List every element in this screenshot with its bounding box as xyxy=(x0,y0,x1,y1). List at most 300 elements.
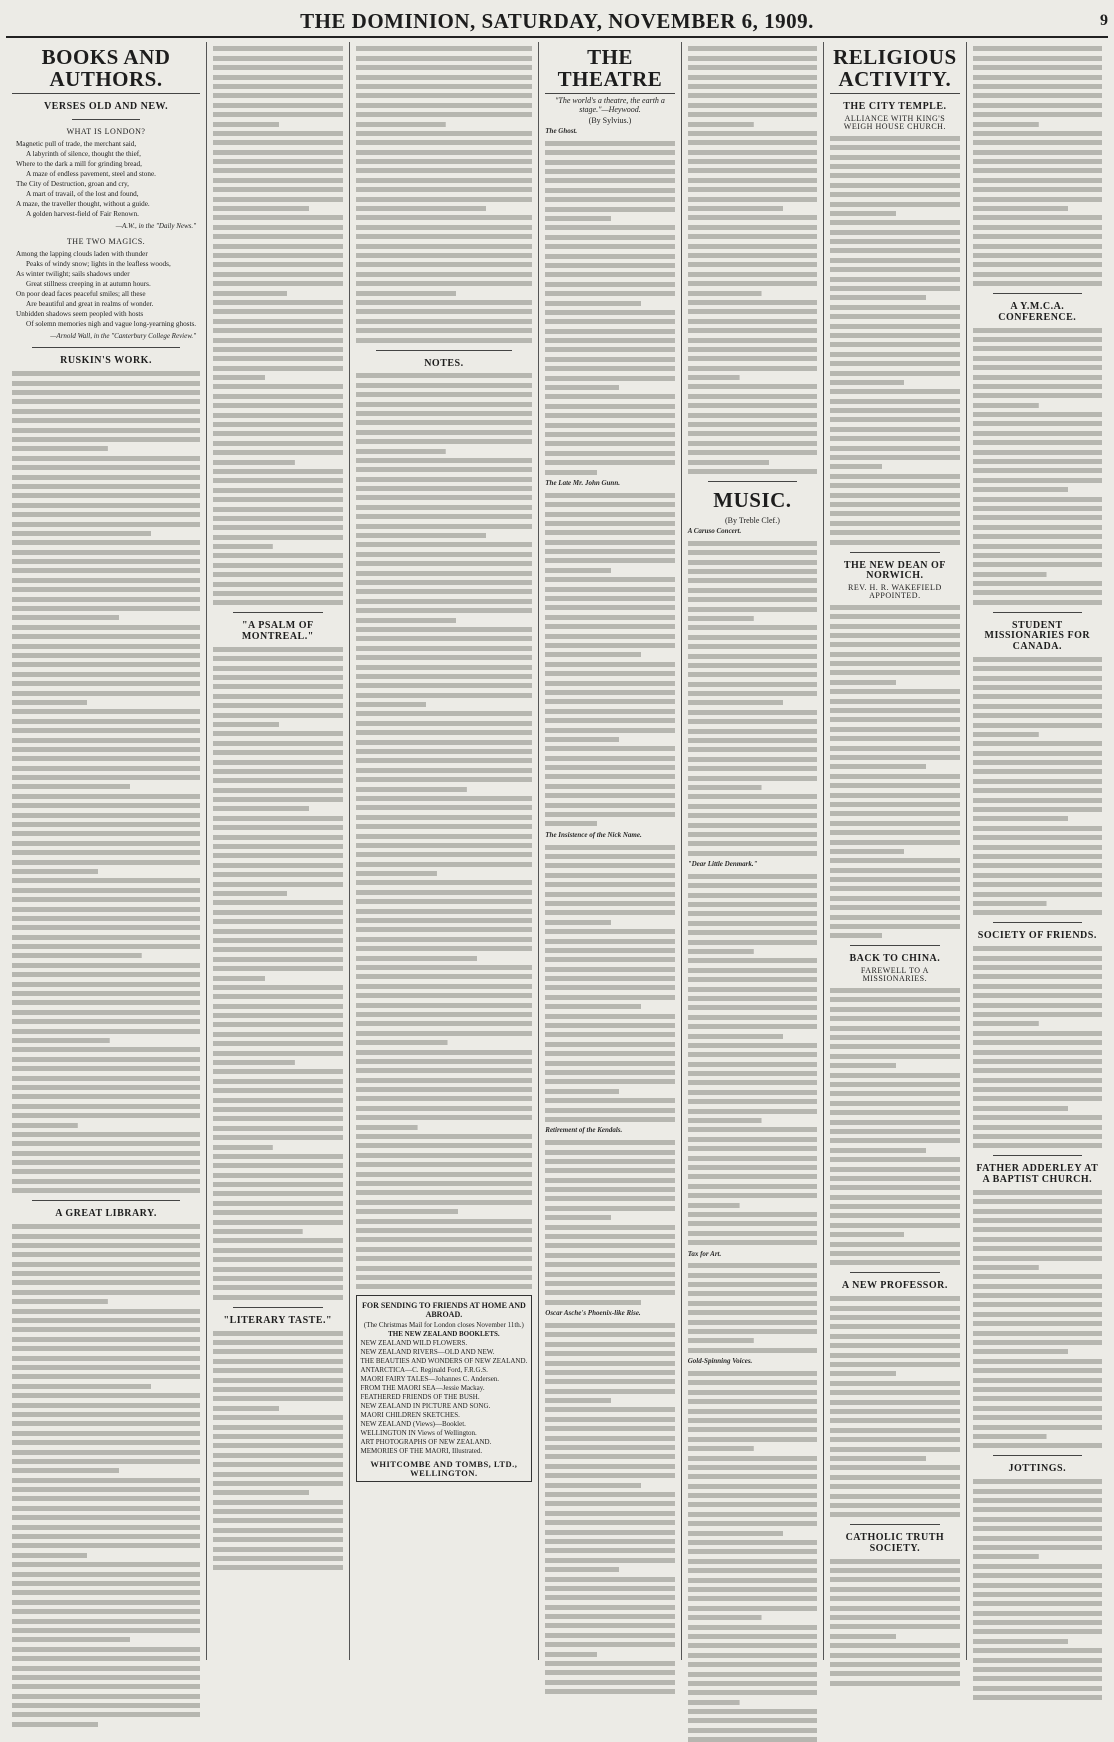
text-line-placeholder xyxy=(213,394,342,399)
text-line-placeholder xyxy=(213,553,342,558)
text-line-placeholder xyxy=(356,328,533,333)
heading-father-adderley: FATHER ADDERLEY AT A BAPTIST CHURCH. xyxy=(976,1163,1099,1185)
text-line-placeholder xyxy=(12,1450,200,1455)
text-line-placeholder xyxy=(213,816,342,821)
text-line-placeholder xyxy=(688,1193,817,1198)
text-line-placeholder xyxy=(688,178,817,183)
text-line-placeholder xyxy=(12,822,200,827)
text-line-placeholder xyxy=(973,1507,1102,1512)
poem-line: Great stillness creeping in at autumn hours. xyxy=(26,280,151,289)
text-line-placeholder xyxy=(688,140,817,145)
text-line-placeholder xyxy=(213,985,342,990)
text-line-placeholder xyxy=(545,404,674,409)
text-line-placeholder xyxy=(830,680,959,685)
text-line-placeholder xyxy=(830,352,959,357)
text-line-placeholder xyxy=(545,920,674,925)
text-line-placeholder xyxy=(688,597,817,602)
text-line-placeholder xyxy=(12,1234,200,1239)
text-line-placeholder xyxy=(12,916,200,921)
ad-item: ANTARCTICA—C. Reginald Ford, F.R.G.S. xyxy=(360,1366,488,1375)
text-line-placeholder xyxy=(12,953,200,958)
text-line-placeholder xyxy=(688,1099,817,1104)
text-line-placeholder xyxy=(973,497,1102,502)
text-line-placeholder xyxy=(12,625,200,630)
text-line-placeholder xyxy=(213,582,342,587)
text-line-placeholder xyxy=(688,757,817,762)
text-line-placeholder xyxy=(356,178,533,183)
text-line-placeholder xyxy=(545,512,674,517)
text-line-placeholder xyxy=(688,738,817,743)
text-line-placeholder xyxy=(213,1453,342,1458)
text-line-placeholder xyxy=(973,1695,1102,1700)
text-line-placeholder xyxy=(830,1615,959,1620)
text-line-placeholder xyxy=(688,131,817,136)
poem-line: A mart of travail, of the lost and found, xyxy=(26,189,139,198)
text-line-placeholder xyxy=(830,1213,959,1218)
text-line-placeholder xyxy=(973,760,1102,765)
text-line-placeholder xyxy=(830,1465,959,1470)
text-line-placeholder xyxy=(213,769,342,774)
text-line-placeholder xyxy=(830,408,959,413)
text-line-placeholder xyxy=(213,1267,342,1272)
text-line-placeholder xyxy=(688,1071,817,1076)
text-line-placeholder xyxy=(973,1536,1102,1541)
text-line-placeholder xyxy=(830,436,959,441)
text-line-placeholder xyxy=(545,1370,674,1375)
text-line-placeholder xyxy=(545,718,674,723)
text-line-placeholder xyxy=(973,459,1102,464)
text-line-placeholder xyxy=(688,272,817,277)
text-line-placeholder xyxy=(213,1248,342,1253)
text-line-placeholder xyxy=(973,1087,1102,1092)
text-line-placeholder xyxy=(973,75,1102,80)
article-body xyxy=(688,874,817,1245)
text-line-placeholder xyxy=(973,1498,1102,1503)
poem-line: As winter twilight; sails shadows under xyxy=(16,270,130,279)
text-line-placeholder xyxy=(973,590,1102,595)
poem-line: A maze of endless pavement, steel and stone. xyxy=(26,169,156,178)
text-line-placeholder xyxy=(830,333,959,338)
text-line-placeholder xyxy=(12,691,200,696)
text-line-placeholder xyxy=(973,1359,1102,1364)
text-line-placeholder xyxy=(213,328,342,333)
text-line-placeholder xyxy=(356,244,533,249)
text-line-placeholder xyxy=(12,766,200,771)
text-line-placeholder xyxy=(688,958,817,963)
text-line-placeholder xyxy=(356,1096,533,1101)
text-line-placeholder xyxy=(545,756,674,761)
text-line-placeholder xyxy=(213,93,342,98)
text-line-placeholder xyxy=(213,1060,342,1065)
text-line-placeholder xyxy=(356,852,533,857)
text-line-placeholder xyxy=(973,1256,1102,1261)
text-line-placeholder xyxy=(213,684,342,689)
text-line-placeholder xyxy=(12,1562,200,1567)
article-body xyxy=(973,46,1102,286)
text-line-placeholder xyxy=(688,1165,817,1170)
masthead xyxy=(6,6,1108,38)
text-line-placeholder xyxy=(688,150,817,155)
text-line-placeholder xyxy=(12,1600,200,1605)
text-line-placeholder xyxy=(356,281,533,286)
text-line-placeholder xyxy=(213,525,342,530)
text-line-placeholder xyxy=(12,1047,200,1052)
text-line-placeholder xyxy=(688,1231,817,1236)
text-line-placeholder xyxy=(213,1051,342,1056)
text-line-placeholder xyxy=(356,608,533,613)
text-line-placeholder xyxy=(830,1643,959,1648)
text-line-placeholder xyxy=(973,657,1102,662)
text-line-placeholder xyxy=(545,1661,674,1666)
text-line-placeholder xyxy=(356,383,533,388)
text-line-placeholder xyxy=(973,1387,1102,1392)
text-line-placeholder xyxy=(973,1218,1102,1223)
text-line-placeholder xyxy=(973,788,1102,793)
text-line-placeholder xyxy=(545,784,674,789)
text-line-placeholder xyxy=(973,187,1102,192)
text-line-placeholder xyxy=(545,728,674,733)
text-line-placeholder xyxy=(12,756,200,761)
text-line-placeholder xyxy=(545,1361,674,1366)
text-line-placeholder xyxy=(213,1173,342,1178)
text-line-placeholder xyxy=(688,1282,817,1287)
text-line-placeholder xyxy=(973,1620,1102,1625)
text-line-placeholder xyxy=(830,1447,959,1452)
text-line-placeholder xyxy=(356,262,533,267)
text-line-placeholder xyxy=(830,661,959,666)
text-line-placeholder xyxy=(12,1365,200,1370)
text-line-placeholder xyxy=(213,675,342,680)
text-line-placeholder xyxy=(213,572,342,577)
text-line-placeholder xyxy=(688,1291,817,1296)
text-line-placeholder xyxy=(12,428,200,433)
text-line-placeholder xyxy=(12,1309,200,1314)
article-body xyxy=(973,328,1102,605)
text-line-placeholder xyxy=(973,1517,1102,1522)
text-line-placeholder xyxy=(12,1525,200,1530)
text-line-placeholder xyxy=(830,286,959,291)
text-line-placeholder xyxy=(688,384,817,389)
text-line-placeholder xyxy=(830,689,959,694)
text-line-placeholder xyxy=(356,1012,533,1017)
text-line-placeholder xyxy=(356,1275,533,1280)
text-line-placeholder xyxy=(688,1559,817,1564)
text-line-placeholder xyxy=(356,1068,533,1073)
text-line-placeholder xyxy=(12,738,200,743)
text-line-placeholder xyxy=(688,328,817,333)
text-line-placeholder xyxy=(12,1384,200,1389)
text-line-placeholder xyxy=(830,924,959,929)
text-line-placeholder xyxy=(213,825,342,830)
text-line-placeholder xyxy=(12,1581,200,1586)
text-line-placeholder xyxy=(973,956,1102,961)
poem1-title: WHAT IS LONDON? xyxy=(66,126,146,136)
text-line-placeholder xyxy=(830,783,959,788)
text-line-placeholder xyxy=(12,381,200,386)
text-line-placeholder xyxy=(688,1578,817,1583)
text-line-placeholder xyxy=(545,282,674,287)
text-line-placeholder xyxy=(688,1662,817,1667)
text-line-placeholder xyxy=(688,785,817,790)
text-line-placeholder xyxy=(688,1596,817,1601)
text-line-placeholder xyxy=(830,1634,959,1639)
text-line-placeholder xyxy=(213,131,342,136)
text-line-placeholder xyxy=(545,1577,674,1582)
text-line-placeholder xyxy=(12,1459,200,1464)
text-line-placeholder xyxy=(12,1694,200,1699)
text-line-placeholder xyxy=(545,1539,674,1544)
text-line-placeholder xyxy=(545,207,674,212)
text-line-placeholder xyxy=(545,1586,674,1591)
text-line-placeholder xyxy=(213,319,342,324)
text-line-placeholder xyxy=(688,663,817,668)
text-line-placeholder xyxy=(973,1554,1102,1559)
text-line-placeholder xyxy=(830,540,959,545)
subheading: Tax for Art. xyxy=(687,1249,722,1258)
text-line-placeholder xyxy=(688,1380,817,1385)
text-line-placeholder xyxy=(688,1137,817,1142)
text-line-placeholder xyxy=(545,1436,674,1441)
text-line-placeholder xyxy=(545,1089,674,1094)
text-line-placeholder xyxy=(973,506,1102,511)
text-line-placeholder xyxy=(213,1022,342,1027)
text-line-placeholder xyxy=(12,1496,200,1501)
text-line-placeholder xyxy=(213,225,342,230)
text-line-placeholder xyxy=(973,845,1102,850)
text-line-placeholder xyxy=(830,1148,959,1153)
text-line-placeholder xyxy=(688,281,817,286)
text-line-placeholder xyxy=(545,765,674,770)
article-body xyxy=(213,1331,342,1571)
text-line-placeholder xyxy=(545,1243,674,1248)
text-line-placeholder xyxy=(12,493,200,498)
poem-line: Among the lapping clouds laden with thunder xyxy=(16,250,148,259)
text-line-placeholder xyxy=(973,779,1102,784)
text-line-placeholder xyxy=(356,1040,533,1045)
text-line-placeholder xyxy=(688,300,817,305)
text-line-placeholder xyxy=(973,1078,1102,1083)
text-line-placeholder xyxy=(830,1167,959,1172)
text-line-placeholder xyxy=(830,1251,959,1256)
subheading: "Dear Little Denmark." xyxy=(687,860,758,869)
text-line-placeholder xyxy=(973,1125,1102,1130)
text-line-placeholder xyxy=(545,1168,674,1173)
text-line-placeholder xyxy=(830,1176,959,1181)
text-line-placeholder xyxy=(213,441,342,446)
text-line-placeholder xyxy=(356,65,533,70)
text-line-placeholder xyxy=(830,1494,959,1499)
heading-dean-of-norwich: THE NEW DEAN OF NORWICH. xyxy=(843,559,946,582)
text-line-placeholder xyxy=(356,46,533,51)
text-line-placeholder xyxy=(213,1359,342,1364)
text-line-placeholder xyxy=(973,826,1102,831)
text-line-placeholder xyxy=(356,291,533,296)
text-line-placeholder xyxy=(688,968,817,973)
text-line-placeholder xyxy=(356,880,533,885)
poem-line: Where to the dark a mill for grinding bread, xyxy=(16,159,142,168)
text-line-placeholder xyxy=(213,1098,342,1103)
text-line-placeholder xyxy=(973,328,1102,333)
page-number: 9 xyxy=(1100,12,1108,29)
text-line-placeholder xyxy=(213,1229,342,1234)
text-line-placeholder xyxy=(973,1274,1102,1279)
text-line-placeholder xyxy=(12,935,200,940)
text-line-placeholder xyxy=(973,1227,1102,1232)
text-line-placeholder xyxy=(356,711,533,716)
text-line-placeholder xyxy=(973,600,1102,605)
text-line-placeholder xyxy=(213,478,342,483)
text-line-placeholder xyxy=(688,1263,817,1268)
text-line-placeholder xyxy=(973,572,1102,577)
text-line-placeholder xyxy=(545,1464,674,1469)
text-line-placeholder xyxy=(12,1374,200,1379)
text-line-placeholder xyxy=(356,1266,533,1271)
text-line-placeholder xyxy=(973,1443,1102,1448)
text-line-placeholder xyxy=(688,893,817,898)
text-line-placeholder xyxy=(545,1187,674,1192)
text-line-placeholder xyxy=(830,1185,959,1190)
text-line-placeholder xyxy=(213,788,342,793)
text-line-placeholder xyxy=(12,606,200,611)
text-line-placeholder xyxy=(973,1658,1102,1663)
text-line-placeholder xyxy=(973,525,1102,530)
text-line-placeholder xyxy=(12,1543,200,1548)
text-line-placeholder xyxy=(213,469,342,474)
text-line-placeholder xyxy=(830,642,959,647)
text-line-placeholder xyxy=(545,1558,674,1563)
text-line-placeholder xyxy=(830,1063,959,1068)
text-line-placeholder xyxy=(213,872,342,877)
text-line-placeholder xyxy=(545,901,674,906)
text-line-placeholder xyxy=(688,911,817,916)
text-line-placeholder xyxy=(688,431,817,436)
text-line-placeholder xyxy=(830,1324,959,1329)
text-line-placeholder xyxy=(545,169,674,174)
text-line-placeholder xyxy=(545,329,674,334)
text-line-placeholder xyxy=(545,1670,674,1675)
subheading: A Caruso Concert. xyxy=(687,527,742,536)
text-line-placeholder xyxy=(545,892,674,897)
text-line-placeholder xyxy=(973,281,1102,286)
text-line-placeholder xyxy=(830,1568,959,1573)
text-line-placeholder xyxy=(545,1023,674,1028)
text-line-placeholder xyxy=(830,708,959,713)
text-line-placeholder xyxy=(830,830,959,835)
text-line-placeholder xyxy=(213,1069,342,1074)
text-line-placeholder xyxy=(545,1206,674,1211)
text-line-placeholder xyxy=(545,1614,674,1619)
text-line-placeholder xyxy=(213,1490,342,1495)
text-line-placeholder xyxy=(545,263,674,268)
text-line-placeholder xyxy=(545,1633,674,1638)
text-line-placeholder xyxy=(830,1054,959,1059)
text-line-placeholder xyxy=(688,366,817,371)
text-line-placeholder xyxy=(545,1454,674,1459)
text-line-placeholder xyxy=(356,514,533,519)
text-line-placeholder xyxy=(356,1003,533,1008)
text-line-placeholder xyxy=(12,1000,200,1005)
text-line-placeholder xyxy=(830,1587,959,1592)
text-line-placeholder xyxy=(12,662,200,667)
text-line-placeholder xyxy=(12,568,200,573)
text-line-placeholder xyxy=(213,112,342,117)
text-line-placeholder xyxy=(545,357,674,362)
text-line-placeholder xyxy=(830,905,959,910)
article-body xyxy=(688,1371,817,1742)
text-line-placeholder xyxy=(973,910,1102,915)
text-line-placeholder xyxy=(12,1160,200,1165)
text-line-placeholder xyxy=(356,159,533,164)
text-line-placeholder xyxy=(830,1334,959,1339)
text-line-placeholder xyxy=(356,477,533,482)
text-line-placeholder xyxy=(973,676,1102,681)
text-line-placeholder xyxy=(213,1276,342,1281)
text-line-placeholder xyxy=(356,589,533,594)
text-line-placeholder xyxy=(830,305,959,310)
theatre-quote: "The world's a theatre, the earth a stage."—Heywood. xyxy=(555,96,665,115)
text-line-placeholder xyxy=(830,389,959,394)
text-line-placeholder xyxy=(545,225,674,230)
text-line-placeholder xyxy=(688,1643,817,1648)
text-line-placeholder xyxy=(545,1642,674,1647)
text-line-placeholder xyxy=(12,878,200,883)
text-line-placeholder xyxy=(830,511,959,516)
text-line-placeholder xyxy=(545,596,674,601)
text-line-placeholder xyxy=(213,347,342,352)
text-line-placeholder xyxy=(545,652,674,657)
text-line-placeholder xyxy=(973,356,1102,361)
text-line-placeholder xyxy=(973,131,1102,136)
text-line-placeholder xyxy=(356,122,533,127)
article-body xyxy=(688,541,817,856)
text-line-placeholder xyxy=(356,1172,533,1177)
poem-line: A golden harvest-field of Fair Renown. xyxy=(26,209,139,218)
text-line-placeholder xyxy=(356,1237,533,1242)
text-line-placeholder xyxy=(973,93,1102,98)
text-line-placeholder xyxy=(12,1431,200,1436)
text-line-placeholder xyxy=(545,1492,674,1497)
text-line-placeholder xyxy=(12,1262,200,1267)
text-line-placeholder xyxy=(213,253,342,258)
text-line-placeholder xyxy=(12,1703,200,1708)
poem-line: A maze, the traveller thought, without a guide. xyxy=(16,199,150,208)
text-line-placeholder xyxy=(545,1178,674,1183)
text-line-placeholder xyxy=(213,900,342,905)
text-line-placeholder xyxy=(12,1318,200,1323)
text-line-placeholder xyxy=(830,427,959,432)
text-line-placeholder xyxy=(830,877,959,882)
text-line-placeholder xyxy=(545,521,674,526)
text-line-placeholder xyxy=(973,901,1102,906)
text-line-placeholder xyxy=(545,1159,674,1164)
text-line-placeholder xyxy=(545,1070,674,1075)
text-line-placeholder xyxy=(830,1044,959,1049)
ad-item: NEW ZEALAND (Views)—Booklet. xyxy=(360,1420,466,1429)
text-line-placeholder xyxy=(356,1247,533,1252)
article-body xyxy=(545,845,674,1122)
text-line-placeholder xyxy=(356,150,533,155)
text-line-placeholder xyxy=(213,150,342,155)
text-line-placeholder xyxy=(688,1240,817,1245)
text-line-placeholder xyxy=(213,1191,342,1196)
text-line-placeholder xyxy=(688,1212,817,1217)
text-line-placeholder xyxy=(688,1184,817,1189)
subheading: The Late Mr. John Gunn. xyxy=(545,478,620,487)
text-line-placeholder xyxy=(356,862,533,867)
text-line-placeholder xyxy=(213,300,342,305)
text-line-placeholder xyxy=(688,550,817,555)
text-line-placeholder xyxy=(545,1196,674,1201)
